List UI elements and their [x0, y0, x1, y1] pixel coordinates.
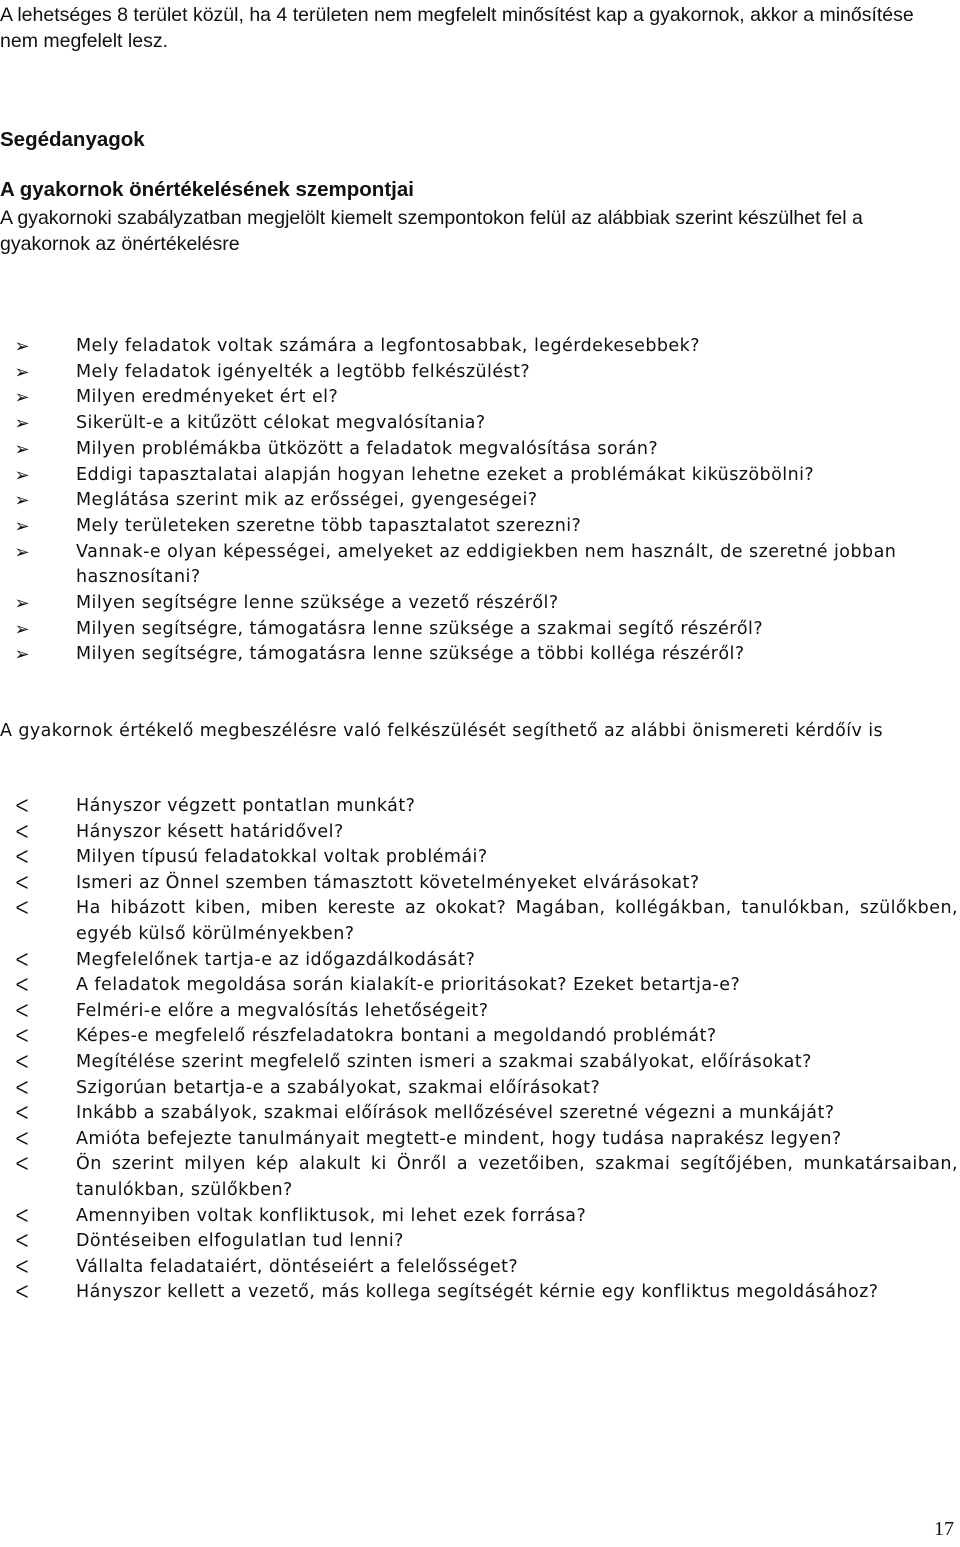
list-item-text: Döntéseiben elfogulatlan tud lenni?	[76, 1231, 404, 1252]
list-item-text: Milyen problémákba ütközött a feladatok megvalósítása során?	[76, 438, 659, 459]
list-item	[0, 617, 958, 643]
left-chevron-bullet-icon: ᐸ	[15, 1154, 29, 1176]
list-item	[0, 1076, 958, 1102]
list-item	[0, 973, 958, 999]
arrowhead-bullet-icon: ➢	[14, 387, 30, 409]
list-item-text: Megítélése szerint megfelelő szinten ismeri a szakmai szabályokat, előírásokat?	[76, 1051, 812, 1072]
list-item-text: Képes-e megfelelő részfeladatokra bontani a megoldandó problémát?	[76, 1026, 717, 1047]
left-chevron-bullet-icon: ᐸ	[15, 898, 29, 920]
arrowhead-bullet-icon: ➢	[14, 464, 30, 486]
list-item-text: Mely területeken szeretne több tapasztalatot szerezni?	[76, 515, 582, 536]
list-item-text: Mely feladatok voltak számára a legfontosabbak, legérdekesebbek?	[76, 336, 700, 356]
list-item-text: Szigorúan betartja-e a szabályokat, szakmai előírásokat?	[76, 1077, 601, 1098]
list-item	[0, 488, 958, 514]
list-item	[0, 411, 958, 437]
arrowhead-bullet-icon: ➢	[14, 593, 30, 615]
arrowhead-bullet-icon: ➢	[14, 644, 30, 666]
list-item-text: Ismeri az Önnel szemben támasztott követelményeket elvárásokat?	[76, 872, 700, 893]
list-item	[0, 820, 958, 846]
left-chevron-bullet-icon: ᐸ	[15, 1000, 29, 1022]
left-chevron-bullet-icon: ᐸ	[15, 1051, 29, 1073]
list-item-text: Inkább a szabályok, szakmai előírások mellőzésével szeretné végezni a munkáját?	[76, 1103, 835, 1124]
list-item	[0, 591, 958, 617]
list-item	[0, 463, 958, 489]
list-item-text: Amennyiben voltak konfliktusok, mi lehet ezek forrása?	[76, 1205, 587, 1226]
list-item-text: Milyen segítségre, támogatásra lenne szüksége a többi kolléga részéről?	[76, 644, 745, 665]
list-item	[0, 794, 958, 820]
list-item	[0, 642, 958, 668]
list-item-text: Milyen segítségre lenne szüksége a vezető részéről?	[76, 593, 559, 614]
left-chevron-bullet-icon: ᐸ	[15, 975, 29, 997]
left-chevron-bullet-icon: ᐸ	[15, 949, 29, 971]
list-item	[0, 437, 958, 463]
list-item	[0, 360, 958, 386]
section-title: Segédanyagok	[0, 128, 145, 151]
list-item	[0, 1229, 958, 1255]
list-item-text: Hányszor késett határidővel?	[76, 821, 344, 842]
left-chevron-bullet-icon: ᐸ	[15, 1231, 29, 1253]
self-assessment-questions	[0, 334, 958, 668]
list-item-text: Vannak-e olyan képességei, amelyeket az eddigiekben nem használt, de szeretné jobban hasznosítani?	[76, 541, 897, 588]
list-item	[0, 896, 958, 947]
intro-paragraph: A lehetséges 8 terület közül, ha 4 területen nem megfelelt minősítést kap a gyakornok, akkor a minősítése nem megfelelt lesz.	[0, 4, 914, 52]
left-chevron-bullet-icon: ᐸ	[15, 1282, 29, 1304]
left-chevron-bullet-icon: ᐸ	[15, 821, 29, 843]
left-chevron-bullet-icon: ᐸ	[15, 796, 29, 817]
arrowhead-bullet-icon: ➢	[14, 438, 30, 460]
list-item-text: Vállalta feladataiért, döntéseiért a felelősséget?	[76, 1256, 519, 1277]
list-item	[0, 1280, 958, 1306]
list-item-text: Eddigi tapasztalatai alapján hogyan lehetne ezeket a problémákat kiküszöbölni?	[76, 464, 815, 485]
list-item-text: Ha hibázott kiben, miben kereste az okokat? Magában, kollégákban, tanulókban, szülőkben, egyéb külső körülményekben?	[76, 898, 958, 944]
list-item-text: Milyen segítségre, támogatásra lenne szüksége a szakmai segítő részéről?	[76, 618, 764, 639]
list-item	[0, 1050, 958, 1076]
list-item	[0, 1152, 958, 1203]
list-item-text: Mely feladatok igényelték a legtöbb felkészülést?	[76, 361, 531, 382]
list-item	[0, 1101, 958, 1127]
list-item-text: A feladatok megoldása során kialakít-e prioritásokat? Ezeket betartja-e?	[76, 975, 741, 996]
arrowhead-bullet-icon: ➢	[14, 541, 30, 563]
subsection-title: A gyakornok önértékelésének szempontjai	[0, 178, 414, 201]
list-item	[0, 871, 958, 897]
list-item	[0, 385, 958, 411]
list-item	[0, 1204, 958, 1230]
list-item	[0, 334, 958, 360]
list-item-text: Felméri-e előre a megvalósítás lehetőségeit?	[76, 1000, 489, 1021]
list-item-text: Sikerült-e a kitűzött célokat megvalósítania?	[76, 413, 486, 434]
arrowhead-bullet-icon: ➢	[14, 361, 30, 383]
list-item-text: Amióta befejezte tanulmányait megtett-e mindent, hogy tudása naprakész legyen?	[76, 1128, 842, 1149]
list-item	[0, 540, 958, 591]
list-item-text: Hányszor kellett a vezető, más kollega segítségét kérnie egy konfliktus megoldásához?	[76, 1282, 879, 1303]
list-item-text: Meglátása szerint mik az erősségei, gyengeségei?	[76, 490, 538, 511]
arrowhead-bullet-icon: ➢	[14, 336, 30, 357]
left-chevron-bullet-icon: ᐸ	[15, 1077, 29, 1099]
list-item	[0, 1127, 958, 1153]
left-chevron-bullet-icon: ᐸ	[15, 872, 29, 894]
list-item	[0, 948, 958, 974]
list-item	[0, 1024, 958, 1050]
list-item	[0, 514, 958, 540]
list-item-text: Milyen eredményeket ért el?	[76, 387, 339, 408]
list-item-text: Milyen típusú feladatokkal voltak problémái?	[76, 847, 488, 868]
list-item	[0, 999, 958, 1025]
questionnaire-questions	[0, 794, 958, 1306]
list-item	[0, 845, 958, 871]
self-assessment-intro: A gyakornoki szabályzatban megjelölt kiemelt szempontokon felül az alábbiak szerint készülhet fel a gyakornok az önértékelésre	[0, 207, 863, 255]
left-chevron-bullet-icon: ᐸ	[15, 1205, 29, 1227]
left-chevron-bullet-icon: ᐸ	[15, 1103, 29, 1125]
left-chevron-bullet-icon: ᐸ	[15, 1026, 29, 1048]
page-number: 17	[934, 1518, 954, 1540]
list-item	[0, 1255, 958, 1281]
list-item-text: Ön szerint milyen kép alakult ki Önről a vezetőiben, szakmai segítőjében, munkatársaiban, tanulókban, szülőkben?	[76, 1154, 958, 1200]
left-chevron-bullet-icon: ᐸ	[15, 847, 29, 869]
arrowhead-bullet-icon: ➢	[14, 490, 30, 512]
list-item-text: Megfelelőnek tartja-e az időgazdálkodását?	[76, 949, 476, 970]
questionnaire-intro: A gyakornok értékelő megbeszélésre való felkészülését segíthető az alábbi önismereti kérdőív is	[0, 721, 884, 741]
arrowhead-bullet-icon: ➢	[14, 515, 30, 537]
arrowhead-bullet-icon: ➢	[14, 413, 30, 435]
left-chevron-bullet-icon: ᐸ	[15, 1256, 29, 1278]
left-chevron-bullet-icon: ᐸ	[15, 1128, 29, 1150]
list-item-text: Hányszor végzett pontatlan munkát?	[76, 796, 416, 816]
arrowhead-bullet-icon: ➢	[14, 618, 30, 640]
